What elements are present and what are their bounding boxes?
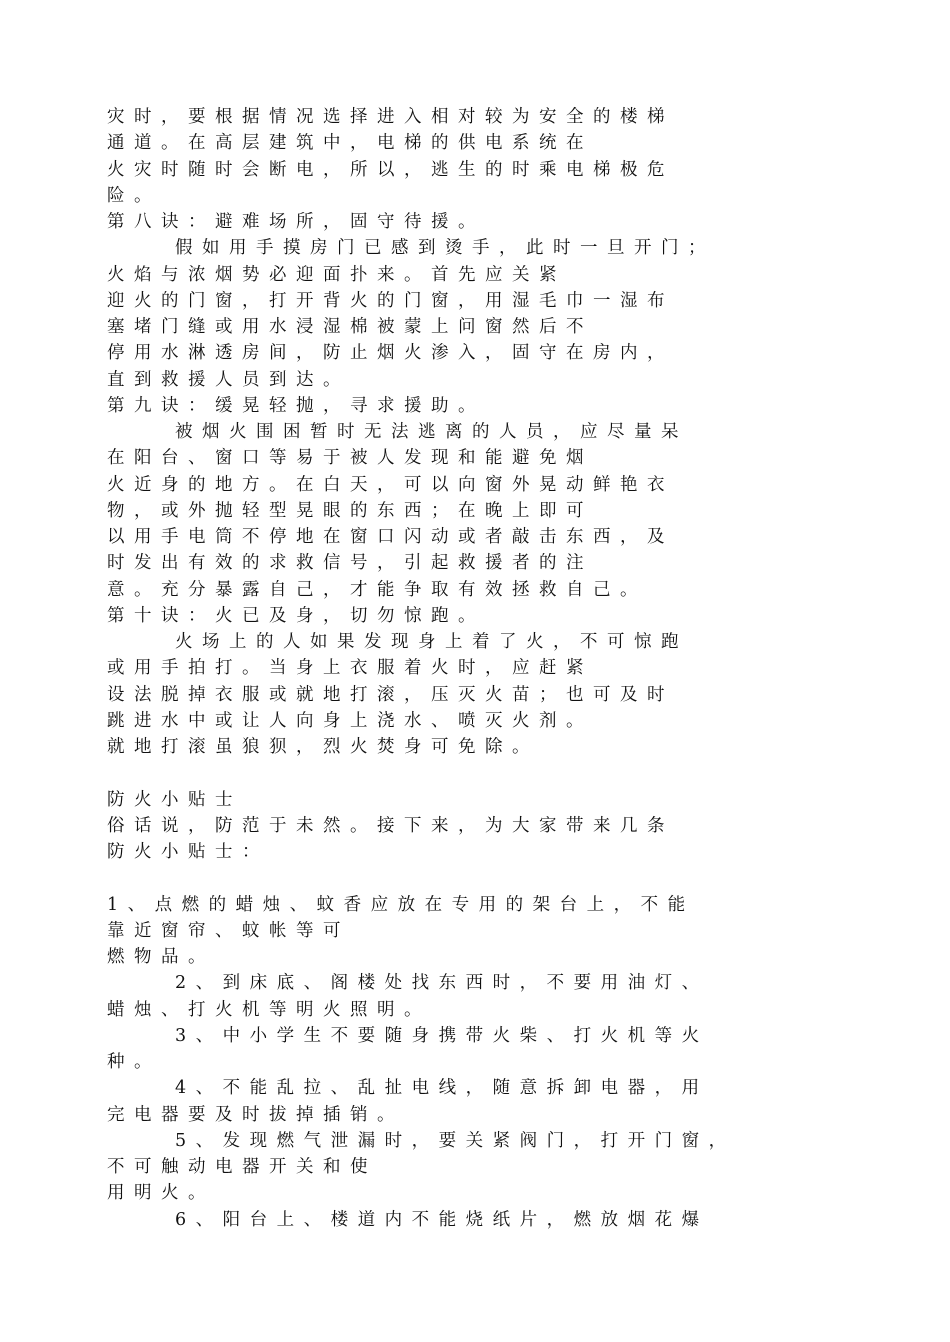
text-line: 4、不能乱拉、乱扯电线，随意拆卸电器，用 [175,1078,709,1099]
text-line: 防火小贴士： [107,842,269,862]
text-line: 就地打滚虽狼狈，烈火焚身可免除。 [107,737,539,757]
text-line: 3、中小学生不要随身携带火柴、打火机等火 [175,1025,709,1046]
text-line: 塞堵门缝或用水浸湿棉被蒙上问窗然后不 [107,317,593,337]
text-line: 意。充分暴露自己，才能争取有效拯救自己。 [107,579,647,600]
text-line: 2、到床底、阁楼处找东西时，不要用油灯、 [175,973,709,994]
text-line: 在阳台、窗口等易于被人发现和能避免烟 [107,448,593,469]
text-line: 通道。在高层建筑中，电梯的供电系统在 [107,133,593,154]
text-line: 以用手电筒不停地在窗口闪动或者敲击东西，及 [107,527,674,547]
text-line: 第十诀：火已及身，切勿惊跑。 [107,605,485,626]
text-line: 灾时，要根据情况选择进入相对较为安全的楼梯 [107,107,674,127]
text-line: 火场上的人如果发现身上着了火，不可惊跑 [175,632,688,652]
text-line: 俗话说，防范于未然。接下来，为大家带来几条 [107,815,674,836]
text-line: 不可触动电器开关和使 [107,1157,377,1177]
text-line: 燃物品。 [107,947,215,967]
text-line: 完电器要及时拔掉插销。 [107,1104,404,1125]
text-line: 险。 [107,185,161,206]
text-line: 跳进水中或让人向身上浇水、喷灭火剂。 [107,710,593,731]
text-line: 5、发现燃气泄漏时，要关紧阀门，打开门窗， [175,1130,736,1151]
text-line: 停用水淋透房间，防止烟火渗入，固守在房内， [107,343,674,364]
text-line: 第八诀：避难场所，固守待援。 [107,212,485,232]
text-line: 迎火的门窗，打开背火的门窗，用湿毛巾一湿布 [107,290,674,311]
text-line: 或用手拍打。当身上衣服着火时，应赶紧 [107,658,593,679]
text-line: 种。 [107,1052,161,1072]
text-line: 第九诀：缓晃轻抛，寻求援助。 [107,395,485,416]
text-line: 蜡烛、打火机等明火照明。 [107,999,431,1020]
text-line: 时发出有效的求救信号，引起救援者的注 [107,553,593,574]
text-line: 6、阳台上、楼道内不能烧纸片，燃放烟花爆 [175,1209,709,1230]
text-line: 火灾时随时会断电，所以，逃生的时乘电梯极危 [107,159,674,180]
text-line: 直到救援人员到达。 [107,369,350,390]
text-line: 用明火。 [107,1183,215,1204]
text-line: 物，或外抛轻型晃眼的东西；在晚上即可 [107,500,593,521]
text-line: 靠近窗帘、蚊帐等可 [107,920,350,941]
text-line: 防火小贴士 [107,789,242,810]
text-line: 设法脱掉衣服或就地打滚，压灭火苗；也可及时 [107,684,674,705]
text-line: 假如用手摸房门已感到烫手，此时一旦开门； [175,238,715,259]
text-line: 火近身的地方。在白天，可以向窗外晃动鲜艳衣 [107,474,674,495]
text-line: 1、点燃的蜡烛、蚊香应放在专用的架台上，不能 [107,894,695,915]
text-line: 火焰与浓烟势必迎面扑来。首先应关紧 [107,264,566,285]
text-line: 被烟火围困暂时无法逃离的人员，应尽量呆 [175,422,688,442]
